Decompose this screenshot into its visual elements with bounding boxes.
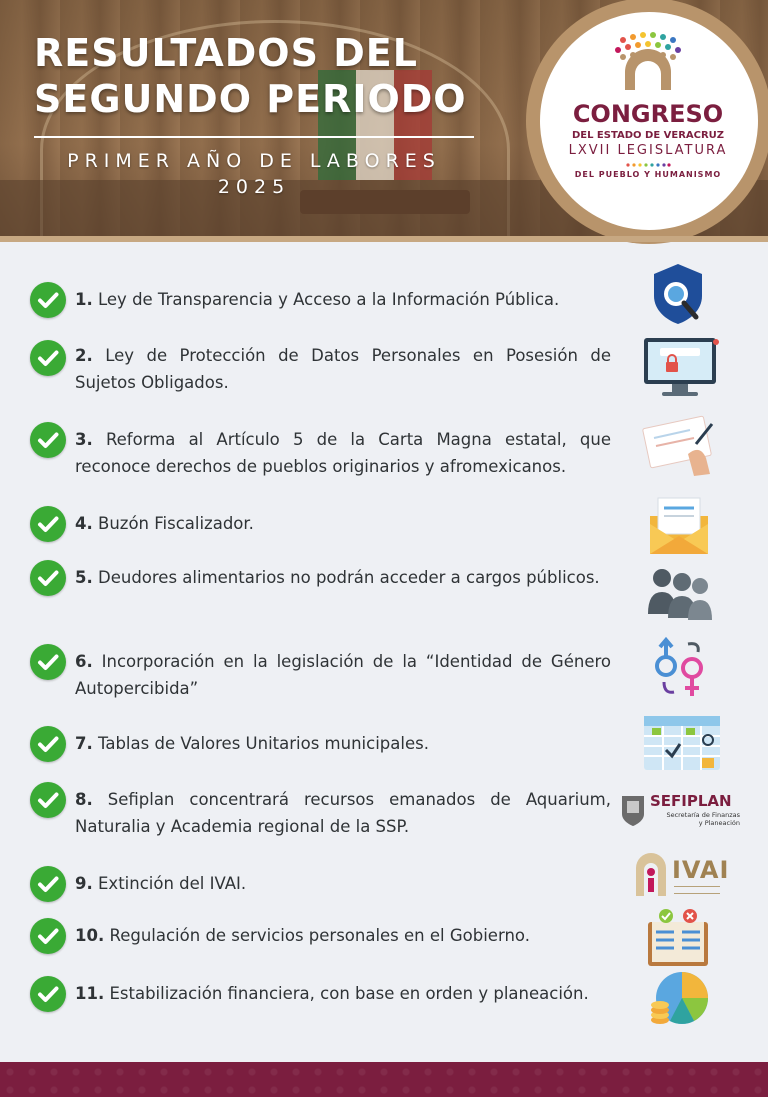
check-icon: [30, 422, 66, 458]
signing-document-icon: [630, 414, 726, 478]
secure-monitor-icon: [630, 336, 726, 400]
item-number: 10.: [75, 926, 105, 945]
item-text: Tablas de Valores Unitarios municipales.: [98, 734, 429, 753]
logo-legislature: LXVII LEGISLATURA: [568, 143, 728, 158]
item-number: 8.: [75, 790, 93, 809]
sefiplan-sub1: Secretaría de Finanzas: [666, 811, 740, 819]
state-shield-icon: [620, 794, 646, 828]
ivai-name: IVAI: [672, 856, 730, 884]
item-number: 5.: [75, 568, 93, 587]
item-number: 11.: [75, 984, 105, 1003]
sefiplan-sub2: y Planeación: [698, 819, 740, 827]
sefiplan-logo-icon: [620, 792, 740, 832]
title-line-1: RESULTADOS DEL: [34, 31, 418, 75]
check-icon: [30, 560, 66, 596]
envelope-icon: [630, 494, 726, 558]
item-number: 3.: [75, 430, 93, 449]
item-number: 1.: [75, 290, 93, 309]
check-icon: [30, 866, 66, 902]
item-text: Sefiplan concentrará recursos emanados de Aquarium, Naturalia y Academia regional de la SSP.: [75, 790, 611, 836]
item-text: Incorporación en la legislación de la “Identidad de Género Autopercibida”: [75, 652, 611, 698]
ivai-logo-icon: [634, 848, 730, 900]
item-number: 6.: [75, 652, 93, 671]
logo-congreso: CONGRESO: [572, 100, 724, 128]
item-text: Ley de Transparencia y Acceso a la Información Pública.: [98, 290, 560, 309]
item-text: Reforma al Artículo 5 de la Carta Magna estatal, que reconoce derechos de pueblos originarios y afromexicanos.: [75, 430, 612, 476]
check-icon: [30, 918, 66, 954]
ivai-arch-icon: [634, 850, 668, 896]
ivai-fineprint-lines: [674, 886, 720, 894]
check-icon: [30, 340, 66, 376]
subtitle-year: 2025: [217, 176, 291, 198]
title-line-2: SEGUNDO PERIODO: [34, 77, 467, 121]
check-icon: [30, 726, 66, 762]
item-text: Deudores alimentarios no podrán acceder a cargos públicos.: [98, 568, 600, 587]
item-text: Extinción del IVAI.: [98, 874, 247, 893]
check-icon: [30, 644, 66, 680]
people-group-icon: [630, 564, 726, 628]
congreso-dots-icon: [603, 30, 693, 90]
results-list: [0, 242, 768, 1062]
check-icon: [30, 782, 66, 818]
title-divider: [34, 136, 474, 138]
logo-state: DEL ESTADO DE VERACRUZ: [571, 130, 725, 141]
calendar-table-icon: [630, 710, 726, 774]
check-icon: [30, 282, 66, 318]
logo-motto: DEL PUEBLO Y HUMANISMO: [574, 170, 722, 179]
item-text: Regulación de servicios personales en el Gobierno.: [109, 926, 530, 945]
item-text: Estabilización financiera, con base en orden y planeación.: [109, 984, 589, 1003]
pie-chart-coins-icon: [630, 970, 726, 1034]
item-number: 7.: [75, 734, 93, 753]
item-number: 9.: [75, 874, 93, 893]
item-number: 2.: [75, 346, 93, 365]
page-subtitle: [34, 148, 474, 200]
logo-separator-dots-icon: [625, 163, 671, 167]
item-number: 4.: [75, 514, 93, 533]
check-icon: [30, 506, 66, 542]
item-text: Buzón Fiscalizador.: [98, 514, 254, 533]
sefiplan-name: SEFIPLAN: [650, 792, 732, 810]
checklist-book-icon: [630, 908, 726, 972]
subtitle-line-1: PRIMER AÑO DE LABORES: [67, 150, 441, 172]
gender-symbols-icon: [630, 636, 726, 700]
page-title: [34, 30, 494, 122]
footer-band: [0, 1062, 768, 1097]
item-text: Ley de Protección de Datos Personales en Posesión de Sujetos Obligados.: [75, 346, 611, 392]
shield-magnifier-icon: [630, 262, 726, 326]
check-icon: [30, 976, 66, 1012]
